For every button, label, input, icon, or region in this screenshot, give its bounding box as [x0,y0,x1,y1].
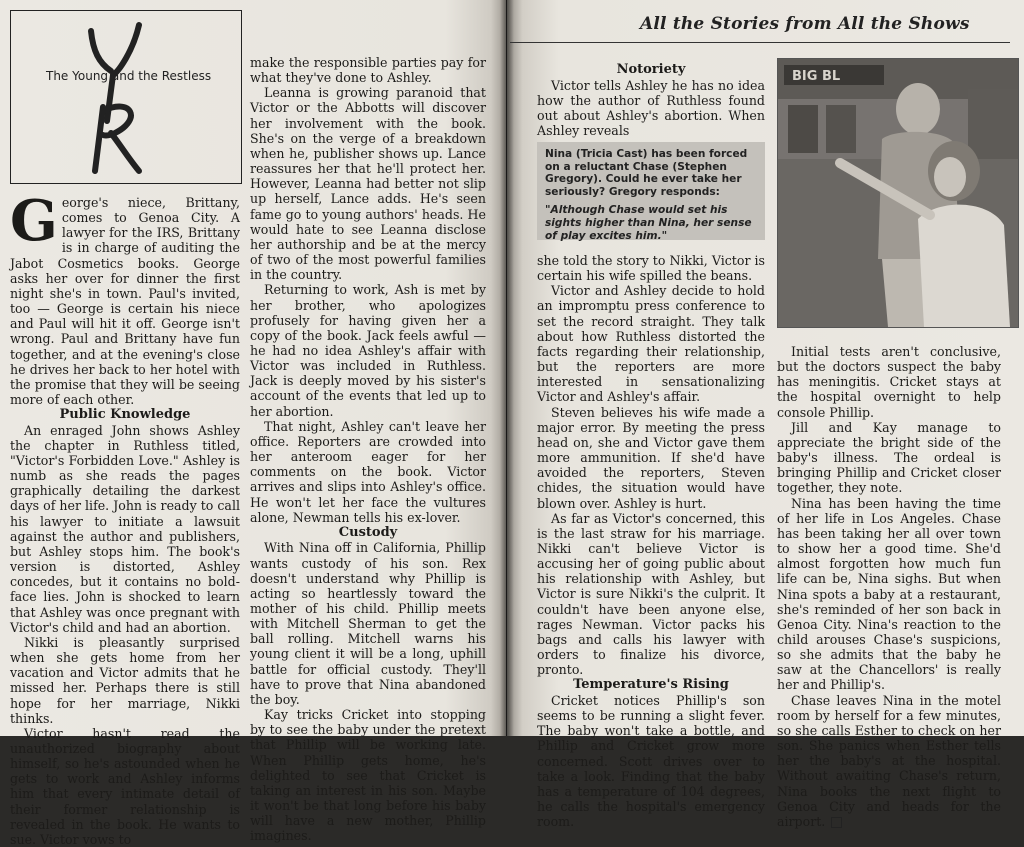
cast-photo [777,58,1019,328]
callout-text: Nina (Tricia Cast) has been forced on a reluctant Chase (Stephen Gregory). Could he ever take her seriously? Gregory responds: [545,148,748,198]
show-logo [10,10,242,184]
photo-illustration [778,59,1018,327]
drop-cap: G [10,188,58,254]
section-heading: Public Knowledge [59,407,191,423]
page-gutter [500,0,514,736]
column-2 [250,55,486,843]
paragraph: Leanna is growing paranoid that Victor or the Abbotts will discover her involvement with the book. She's on the verge of a breakdown when he, publisher shows up. Lance reassures her that he'll protect her. However, Leanna had better not slip up herself, Lance adds. He's seen fame go to young authors' heads. He would hate to see Leanna disclose her authorship and be at the mercy of two of the most powerful families in the country. [250,85,486,283]
photo-callout [537,142,765,240]
section-heading: Notoriety [616,62,686,77]
column-3 [537,253,765,829]
paragraph: Jill and Kay manage to appreciate the bright side of the baby's illness. The ordeal is bringing Phillip and Cricket closer together, they note. [777,419,1001,496]
callout-quote: "Although Chase would set his sights higher than Nina, her sense of play excites him." [545,204,752,242]
paragraph: Victor and Ashley decide to hold an impromptu press conference to set the record straight. They talk about how Ruthless distorted the facts regarding their relationship, but the reporters are more interested in sensationalizing Victor and Ashley's affair. [537,283,765,405]
left-page [0,0,506,847]
section-heading: Temperature's Rising [573,677,729,693]
paragraph: Chase leaves Nina in the motel room by herself for a few minutes, so she calls Esther to check on her son. She panics when Esther tells her the baby's at the hospital. Without awaiting Chase's return, Nina books the next flight to Genoa City and heads for the airport. [777,692,1001,829]
section-header-title: All the Stories from All the Shows [640,14,970,34]
paragraph: make the responsible parties pay for what they've done to Ashley. [250,55,486,86]
paragraph: Nina has been having the time of her life in Los Angeles. Chase has been taking her all over town to show her a good time. She'd almost forgotten how much fun life can be, Nina sighs. But when Nina spots a baby at a restaurant, she's reminded of her son back in Genoa City. Nina's reaction to the child arouses Chase's suspicions, so she admits that the baby he saw at the Chancellors' is really her and Phillip's. [777,495,1001,693]
paragraph: Victor hasn't read the unauthorized biography about himself, so he's astounded when he gets to work and Ashley informs him that every intimate detail of their former relationship is revealed in the book. He wants to sue. Victor vows to [10,725,240,847]
header-rule [510,42,1010,43]
paragraph: An enraged John shows Ashley the chapter in Ruthless titled, "Victor's Forbidden Love." Ashley is numb as she reads the pages graphically detailing the darkest days of her life. John is ready to call his lawyer to initiate a lawsuit against the author and publishers, but Ashley stops him. The book's version is distorted, Ashley concedes, but it contains no bold-face lies. John is shocked to learn that Ashley was once pregnant with Victor's child and had an abortion. [10,422,240,635]
paragraph: Cricket notices Phillip's son seems to be running a slight fever. The baby won't take a bottle, and Phillip and Cricket grow more concerned. Scott drives over to take a look. Finding that the baby has a temperature of 104 degrees, he calls the hospital's emergency room. [537,692,765,830]
paragraph: she told the story to Nikki, Victor is certain his wife spilled the beans. [537,253,765,284]
store-sign: BIG BL [792,69,841,84]
paragraph: Steven believes his wife made a major error. By meeting the press head on, she and Victor gave them more ammunition. If she'd have avoided the reporters, Steven chides, the situation would have blown over. Ashley is hurt. [537,404,765,511]
column-3-top [537,62,765,138]
paragraph: Kay tricks Cricket into stopping by to see the baby under the pretext that Phillip will be working late. When Phillip gets home, he's delighted to see that Cricket is taking an interest in his son. Maybe it won't be that long before his baby will have a new mother, Phillip imagines. [250,707,486,844]
column-4 [777,344,1001,829]
end-mark-icon [831,817,842,828]
paragraph: Initial tests aren't conclusive, but the doctors suspect the baby has meningitis. Cricket stays at the hospital overnight to help console Phillip. [777,344,1001,420]
paragraph: Nikki is pleasantly surprised when she gets home from her vacation and Victor admits that he missed her. Perhaps there is still hope for her marriage, Nikki thinks. [10,634,240,726]
paragraph: That night, Ashley can't leave her office. Reporters are crowded into her anteroom eager for her comments on the book. Victor arrives and slips into Ashley's office. He won't let her face the vultures alone, Newman tells his ex-lover. [250,418,486,525]
yr-monogram-icon [11,11,241,183]
column-1 [10,188,240,847]
paragraph: With Nina off in California, Phillip wants custody of his son. Rex doesn't understand why Phillip is acting so heartlessly toward the mother of his child. Phillip meets with Mitchell Sherman to get the ball rolling. Mitchell warns his young client it will be a long, uphill battle for official custody. They'll have to prove that Nina abandoned the boy. [250,540,486,707]
paragraph: Victor tells Ashley he has no idea how the author of Ruthless found out about Ashley's abortion. When Ashley reveals [537,77,765,138]
section-heading: Custody [338,524,398,540]
paragraph: Returning to work, Ash is met by her brother, who apologizes profusely for having given her a copy of the book. Jack feels awful — he had no idea Ashley's affair with Victor was included in Ruthless. Jack is deeply moved by his sister's account of the events that led up to her abortion. [250,282,486,419]
paragraph: As far as Victor's concerned, this is the last straw for his marriage. Nikki can't believe Victor is accusing her of going public about his relationship with Ashley, but Victor is sure Nikki's the culprit. It couldn't have been anyone else, rages Newman. Victor packs his bags and calls his lawyer with orders to finalize his divorce, pronto. [537,510,765,678]
intro-paragraph: George's niece, Brittany, comes to Genoa City. A lawyer for the IRS, Brittany is in charge of auditing the Jabot Cosmetics books. George asks her over for dinner the first night she's in town. Paul's invited, too — George is certain his niece and Paul will hit it off. George isn't wrong. Paul and Brittany have fun together, and at the evening's close he drives her back to her hotel with the promise that they will be seeing more of each other. [10,188,240,408]
show-title: The Young and the Restless [46,69,212,83]
